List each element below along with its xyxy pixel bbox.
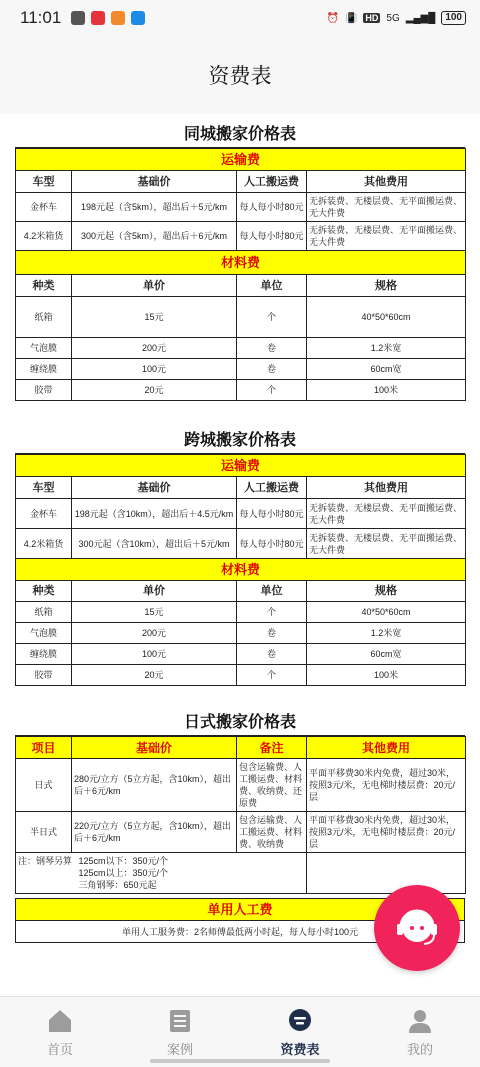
piano-note-line: 125cm以上：350元/个 — [78, 868, 169, 878]
table-cell: 纸箱 — [16, 602, 72, 623]
col-header: 车型 — [16, 171, 72, 193]
page-title: 资费表 — [208, 65, 272, 88]
nav-label: 资费表 — [280, 1042, 320, 1057]
piano-note-cell — [16, 853, 307, 894]
labor-text: 单用人工服务费：2名师傅最低两小时起，每人每小时100元 — [16, 921, 465, 943]
table-cell: 金杯车 — [16, 193, 72, 222]
table-cell: 40*50*60cm — [307, 602, 466, 623]
japanese-table — [15, 736, 466, 894]
table-cell: 平面平移费30米内免费，超过30米，按照3元/米，无电梯时楼层费：20元/层 — [307, 759, 466, 812]
table-cell: 金杯车 — [16, 499, 72, 529]
labor-banner: 单用人工费 — [16, 899, 465, 921]
network-label: 5G — [386, 12, 400, 24]
cross-city-title: 跨城搬家价格表 — [15, 424, 465, 454]
chat-icon — [286, 1007, 314, 1035]
nav-item-cases[interactable] — [120, 997, 240, 1067]
piano-note-line: 三角钢琴：650元起 — [78, 880, 157, 890]
table-cell: 半日式 — [16, 812, 72, 853]
same-city-section — [15, 118, 465, 401]
table-cell: 无拆装费、无楼层费、无平面搬运费、无大件费 — [307, 222, 466, 251]
table-cell: 200元 — [72, 623, 237, 644]
table-row — [16, 602, 466, 623]
col-header: 种类 — [16, 581, 72, 602]
table-cell: 纸箱 — [16, 297, 72, 338]
app-notification-icon — [111, 11, 125, 25]
table-cell: 包含运输费、人工搬运费、材料费、收纳费、还原费 — [237, 759, 307, 812]
table-cell: 气泡膜 — [16, 623, 72, 644]
document-icon — [166, 1007, 194, 1035]
table-cell: 卷 — [237, 338, 307, 359]
table-cell: 卷 — [237, 359, 307, 380]
col-header: 规格 — [307, 581, 466, 602]
col-header: 基础价 — [72, 171, 237, 193]
table-cell: 4.2米箱货 — [16, 529, 72, 559]
table-cell: 每人每小时80元 — [237, 222, 307, 251]
table-cell: 每人每小时80元 — [237, 193, 307, 222]
home-indicator — [150, 1059, 330, 1063]
same-city-table — [15, 148, 466, 401]
table-cell: 无拆装费、无楼层费、无平面搬运费、无大件费 — [307, 499, 466, 529]
table-row — [16, 644, 466, 665]
headset-icon — [392, 903, 442, 953]
table-row — [16, 623, 466, 644]
app-header — [0, 36, 480, 114]
alarm-icon: ⏰ — [326, 12, 339, 24]
cross-city-section — [15, 424, 465, 686]
table-cell: 无拆装费、无楼层费、无平面搬运费、无大件费 — [307, 193, 466, 222]
nav-label: 我的 — [406, 1042, 433, 1057]
col-header: 其他费用 — [307, 737, 466, 759]
status-right — [327, 11, 467, 25]
col-header: 项目 — [16, 737, 72, 759]
table-cell: 200元 — [72, 338, 237, 359]
col-header: 基础价 — [72, 737, 237, 759]
table-cell: 个 — [237, 602, 307, 623]
table-row — [16, 665, 466, 686]
table-cell: 15元 — [72, 602, 237, 623]
col-header: 单价 — [72, 275, 237, 297]
piano-note-label: 注：钢琴另算 — [18, 856, 73, 866]
col-header: 其他费用 — [307, 477, 466, 499]
nav-item-pricing[interactable] — [240, 997, 360, 1067]
vibrate-icon: 📳 — [344, 12, 358, 24]
table-cell: 198元起（含5km），超出后＋5元/km — [72, 193, 237, 222]
table-cell — [307, 853, 466, 894]
table-row — [16, 193, 466, 222]
table-row — [16, 338, 466, 359]
table-cell: 15元 — [72, 297, 237, 338]
table-row — [16, 380, 466, 401]
table-cell: 个 — [237, 380, 307, 401]
col-header: 基础价 — [72, 477, 237, 499]
price-content[interactable] — [0, 114, 480, 996]
nav-label: 案例 — [166, 1042, 193, 1057]
col-header: 单价 — [72, 581, 237, 602]
table-row — [16, 529, 466, 559]
home-icon — [46, 1007, 74, 1035]
signal-icon: ▂▄▆█ — [405, 12, 436, 24]
person-icon — [406, 1007, 434, 1035]
table-cell: 300元起（含5km），超出后＋6元/km — [72, 222, 237, 251]
app-notification-icon — [91, 11, 105, 25]
table-cell: 100元 — [72, 359, 237, 380]
table-cell: 气泡膜 — [16, 338, 72, 359]
table-row — [16, 499, 466, 529]
table-cell: 198元起（含10km），超出后＋4.5元/km — [72, 499, 237, 529]
table-cell: 20元 — [72, 380, 237, 401]
table-row — [16, 359, 466, 380]
table-cell: 1.2米宽 — [307, 338, 466, 359]
table-cell: 缠绕膜 — [16, 359, 72, 380]
table-cell: 卷 — [237, 623, 307, 644]
table-cell: 280元/立方（5立方起，含10km），超出后＋6元/km — [72, 759, 237, 812]
table-cell: 100米 — [307, 380, 466, 401]
table-cell: 卷 — [237, 644, 307, 665]
status-bar — [0, 0, 480, 36]
table-row — [16, 853, 466, 894]
table-cell: 4.2米箱货 — [16, 222, 72, 251]
table-cell: 胶带 — [16, 380, 72, 401]
table-cell: 胶带 — [16, 665, 72, 686]
table-cell: 60cm宽 — [307, 359, 466, 380]
table-cell: 300元起（含10km），超出后＋5元/km — [72, 529, 237, 559]
piano-note-lines — [79, 855, 169, 891]
app-notification-icon — [131, 11, 145, 25]
col-header: 备注 — [237, 737, 307, 759]
table-cell: 1.2米宽 — [307, 623, 466, 644]
table-cell: 100元 — [72, 644, 237, 665]
col-header: 人工搬运费 — [237, 477, 307, 499]
status-time: 11:01 — [20, 8, 62, 27]
table-cell: 220元/立方（5立方起，含10km），超出后＋6元/km — [72, 812, 237, 853]
cross-city-material-banner: 材料费 — [16, 559, 466, 581]
table-row — [16, 222, 466, 251]
table-row — [16, 297, 466, 338]
col-header: 单位 — [237, 275, 307, 297]
nav-label: 首页 — [46, 1042, 73, 1057]
col-header: 人工搬运费 — [237, 171, 307, 193]
hd-badge: HD — [365, 13, 379, 23]
same-city-title: 同城搬家价格表 — [15, 118, 465, 148]
col-header: 规格 — [307, 275, 466, 297]
table-cell: 每人每小时80元 — [237, 499, 307, 529]
table-cell: 无拆装费、无楼层费、无平面搬运费、无大件费 — [307, 529, 466, 559]
cross-city-table — [15, 454, 466, 686]
col-header: 单位 — [237, 581, 307, 602]
table-cell: 个 — [237, 665, 307, 686]
col-header: 种类 — [16, 275, 72, 297]
col-header: 其他费用 — [307, 171, 466, 193]
japanese-title: 日式搬家价格表 — [15, 706, 465, 736]
same-city-transport-banner: 运输费 — [16, 149, 466, 171]
nav-item-home[interactable] — [0, 997, 120, 1067]
table-cell: 100米 — [307, 665, 466, 686]
bottom-nav — [0, 996, 480, 1067]
piano-note-line: 125cm以下：350元/个 — [78, 856, 169, 866]
table-cell: 包含运输费、人工搬运费、材料费、收纳费 — [237, 812, 307, 853]
check-icon — [71, 11, 85, 25]
nav-item-mine[interactable] — [360, 997, 480, 1067]
table-cell: 平面平移费30米内免费，超过30米，按照3元/米，无电梯时楼层费：20元/层 — [307, 812, 466, 853]
col-header: 车型 — [16, 477, 72, 499]
table-cell: 个 — [237, 297, 307, 338]
table-cell: 日式 — [16, 759, 72, 812]
table-cell: 缠绕膜 — [16, 644, 72, 665]
same-city-material-banner: 材料费 — [16, 251, 466, 275]
battery-icon: 100 — [441, 11, 466, 25]
table-cell: 每人每小时80元 — [237, 529, 307, 559]
customer-service-button[interactable] — [374, 885, 460, 971]
status-left — [20, 8, 145, 28]
table-row — [16, 812, 466, 853]
table-cell: 40*50*60cm — [307, 297, 466, 338]
table-cell: 20元 — [72, 665, 237, 686]
cross-city-transport-banner: 运输费 — [16, 455, 466, 477]
table-cell: 60cm宽 — [307, 644, 466, 665]
table-row — [16, 759, 466, 812]
japanese-section — [15, 706, 465, 894]
